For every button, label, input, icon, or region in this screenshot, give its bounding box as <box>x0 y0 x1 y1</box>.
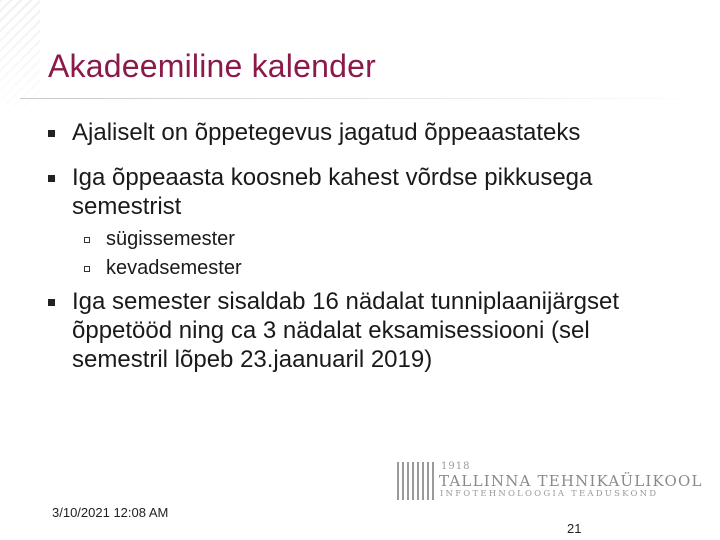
bullet-text: Iga õppeaasta koosneb kahest võrdse pikkusega semestrist <box>72 164 593 220</box>
footer-date: 3/10/2021 12:08 AM <box>52 505 169 520</box>
sub-bullet-text: sügissemester <box>106 228 235 250</box>
page-number: 21 <box>567 521 582 536</box>
logo-bars-icon <box>397 462 435 500</box>
title-divider <box>20 98 710 99</box>
logo-department: INFOTEHNOLOOGIA TEADUSKOND <box>440 489 659 499</box>
sub-bullet-text: kevadsemester <box>106 257 242 279</box>
sub-bullet-marker <box>84 237 90 243</box>
bullet-marker <box>48 175 55 182</box>
bullet-marker <box>48 299 55 306</box>
corner-decoration <box>0 0 40 120</box>
logo-year: 1918 <box>441 461 471 472</box>
bullet-text: Iga semester sisaldab 16 nädalat tunniplaanijärgset õppetööd ning ca 3 nädalat eksamisessiooni (sel semestril lõpeb 23.jaanuaril 2019) <box>72 288 620 373</box>
sub-bullet-marker <box>84 266 90 272</box>
bullet-text: Ajaliselt on õppetegevus jagatud õppeaastateks <box>72 119 581 146</box>
bullet-marker <box>48 130 55 137</box>
slide-title: Akadeemiline kalender <box>48 48 376 84</box>
university-logo <box>397 461 703 500</box>
logo-name: TALLINNA TEHNIKAÜLIKOOL <box>439 472 703 490</box>
